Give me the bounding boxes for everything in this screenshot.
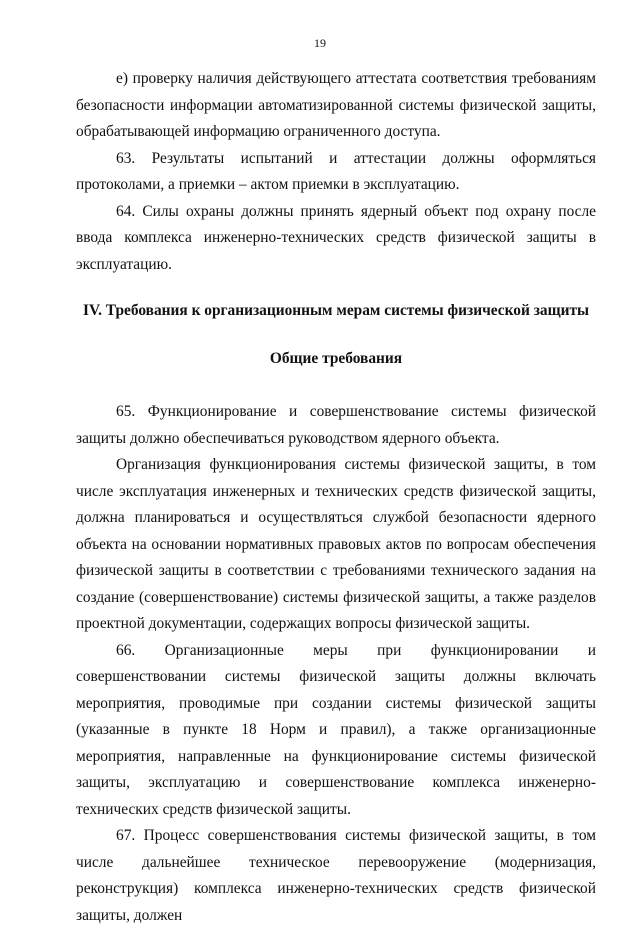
- paragraph-66: 66. Организационные меры при функционировании и совершенствовании системы физической защиты должны включать мероприятия, проводимые при создании системы физической защиты (указанные в пункте 18 Норм и правил), а также организационные мероприятия, направленные на функционирование системы физической защиты, эксплуатацию и совершенствование комплекса инженерно-технических средств физической защиты.: [76, 641, 596, 818]
- paragraph-63: 63. Результаты испытаний и аттестации должны оформляться протоколами, а приемки – актом приемки в эксплуатацию.: [76, 149, 596, 193]
- document-body: [76, 66, 596, 929]
- page-number: 19: [314, 36, 326, 50]
- subsection-heading: Общие требования: [269, 350, 403, 367]
- paragraph-65: 65. Функционирование и совершенствование системы физической защиты должно обеспечиваться руководством ядерного объекта.: [76, 403, 596, 447]
- paragraph-64: 64. Силы охраны должны принять ядерный объект под охрану после ввода комплекса инженерно-технических средств физической защиты в эксплуатацию.: [76, 202, 596, 273]
- paragraph-item-e: е) проверку наличия действующего аттестата соответствия требованиям безопасности информации автоматизированной системы физической защиты, обрабатывающей информацию ограниченного доступа.: [76, 70, 596, 140]
- section-heading: IV. Требования к организационным мерам системы физической защиты: [82, 302, 590, 319]
- paragraph-65-continued: Организация функционирования системы физической защиты, в том числе эксплуатация инженерных и технических средств физической защиты, должна планироваться и осуществляться службой безопасности ядерного объекта на основании нормативных правовых актов по вопросам обеспечения физической защиты в соответствии с требованиями технического задания на создание (совершенствование) системы физической защиты, а также разделов проектной документации, содержащих вопросы физической защиты.: [76, 456, 596, 632]
- paragraph-67: 67. Процесс совершенствования системы физической защиты, в том числе дальнейшее техническое перевооружение (модернизация, реконструкция) комплекса инженерно-технических средств физической защиты, должен: [76, 827, 596, 924]
